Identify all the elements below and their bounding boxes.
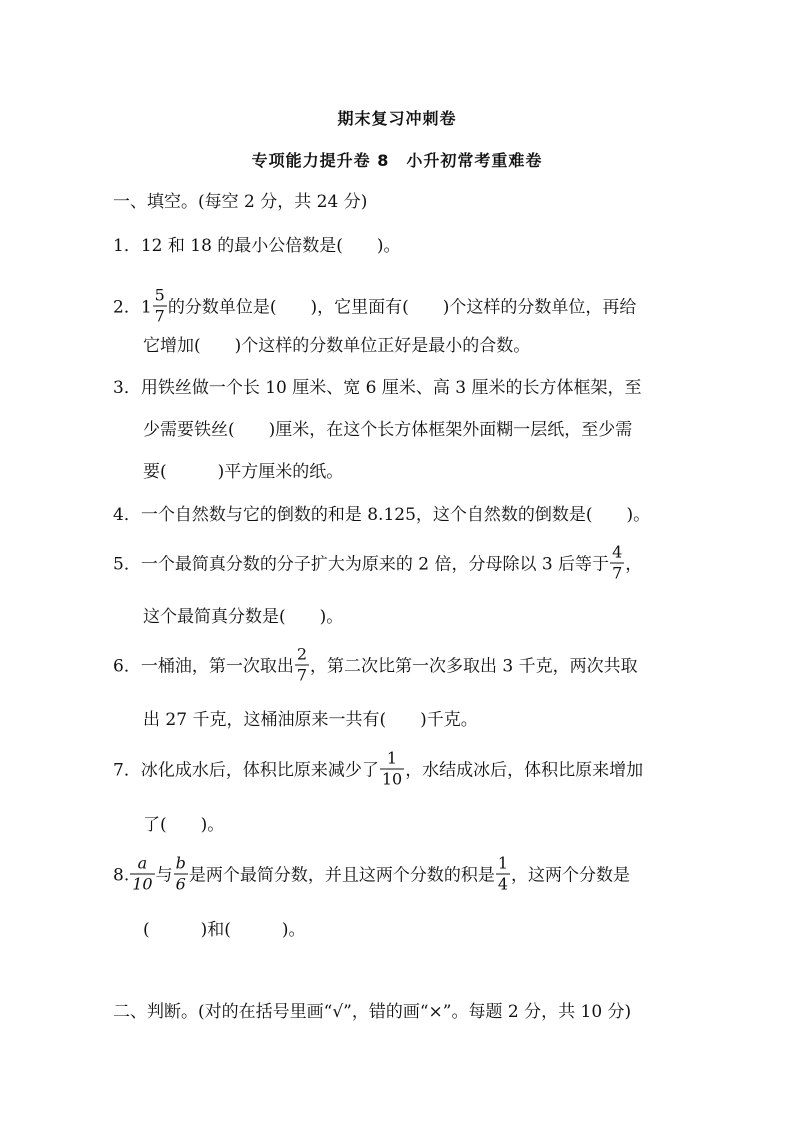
question-4: 4．一个自然数与它的倒数的和是 8.125，这个自然数的倒数是( )。 [113,505,651,525]
question-8-number: 8. [113,865,130,886]
section1-heading: 一、填空。(每空 2 分，共 24 分) [113,192,368,212]
page-title: 期末复习冲刺卷 [337,109,457,128]
fraction-1-4: $\frac{1}{4}$ [497,853,509,894]
question-5-line2: 这个最简真分数是( )。 [143,607,344,627]
question-3-line3: 要( )平方厘米的纸。 [143,462,344,482]
question-2-number: 2．1 [113,297,152,318]
question-2-line1: 2．1 $\frac{5}{7}$ 的分数单位是( )，它里面有( )个这样的分数单位，再给 [113,285,637,326]
fraction-2-7: $\frac{2}{7}$ [296,644,308,685]
fraction-a-10: $\frac{a}{10}$ [132,853,153,894]
fraction-5-7: $\frac{5}{7}$ [154,285,165,326]
section2-heading: 二、判断。(对的在括号里画“√”，错的画“×”。每题 2 分，共 10 分) [113,1002,632,1022]
question-3-line2: 少需要铁丝( )厘米，在这个长方体框架外面糊一层纸，至少需 [143,420,633,440]
fraction-4-7: $\frac{4}{7}$ [612,542,623,583]
question-6-line2: 出 27 千克，这桶油原来一共有( )千克。 [143,710,478,730]
question-2-line2: 它增加( )个这样的分数单位正好是最小的合数。 [143,336,531,356]
fraction-1-10: $\frac{1}{10}$ [381,748,403,789]
question-5-line1: 5．一个最简真分数的分子扩大为原来的 2 倍，分母除以 3 后等于 $\frac{4}{7}$ ， [113,542,643,583]
question-7-line1: 7．冰化成水后，体积比原来减少了 $\frac{1}{10}$ ，水结成冰后，体积比原来增加 [113,748,644,789]
question-8-line2: ( )和( )。 [143,920,306,940]
fraction-b-6: $\frac{b}{6}$ [175,853,186,894]
question-7-line2: 了( )。 [143,815,225,835]
page-subtitle: 专项能力提升卷 8 小升初常考重难卷 [251,151,543,170]
question-1: 1．12 和 18 的最小公倍数是( )。 [113,236,401,256]
question-6-line1: 6．一桶油，第一次取出 $\frac{2}{7}$ ，第二次比第一次多取出 3 千克，两次共取 [113,644,638,685]
question-3-line1: 3．用铁丝做一个长 10 厘米、宽 6 厘米、高 3 厘米的长方体框架，至 [113,378,642,398]
question-8-line1: 8. $\frac{a}{10}$ 与 $\frac{b}{6}$ 是两个最简分数，并且这两个分数的积是 $\frac{1}{4}$ ，这两个分数是 [113,853,631,894]
